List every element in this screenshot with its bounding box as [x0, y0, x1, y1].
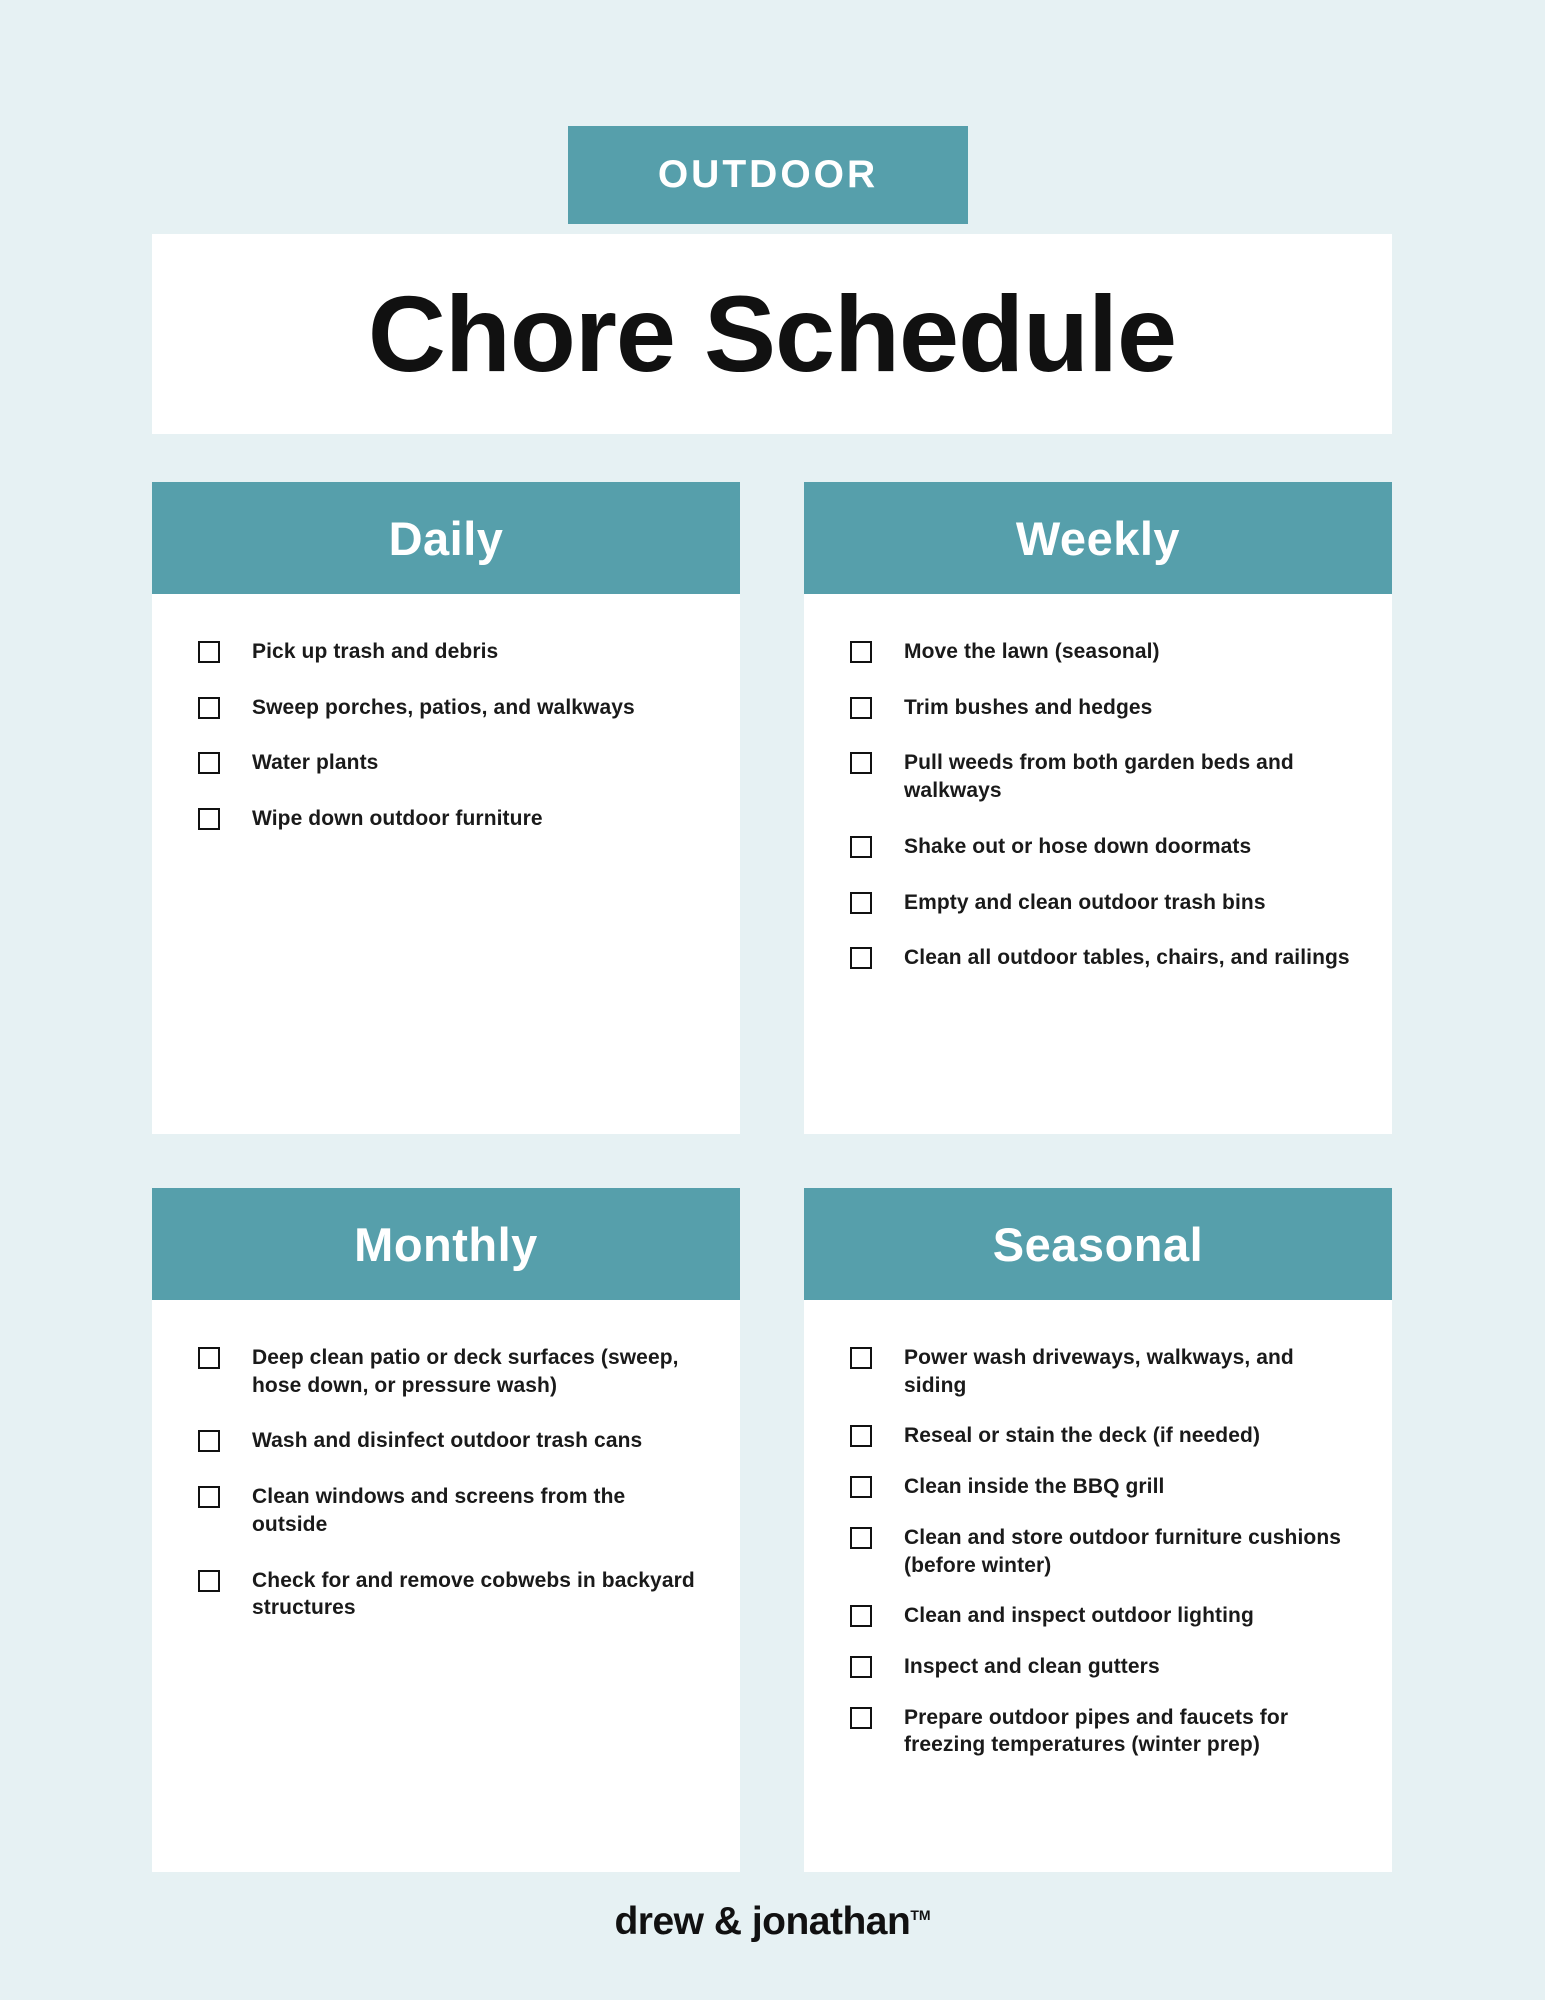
list-item-label: Wipe down outdoor furniture: [252, 807, 543, 831]
list-item-label: Trim bushes and hedges: [904, 695, 1153, 719]
list-item-label: Deep clean patio or deck surfaces (sweep, hose down, or pressure wash): [252, 1346, 679, 1397]
footer: [0, 1900, 1545, 1944]
list-item-label: Empty and clean outdoor trash bins: [904, 890, 1266, 914]
sections-row-bottom: [152, 1188, 1392, 1872]
list-item[interactable]: [850, 1473, 1352, 1501]
checkbox-icon[interactable]: [850, 1425, 872, 1447]
list-item-label: Sweep porches, patios, and walkways: [252, 695, 635, 719]
list-item-label: Pull weeds from both garden beds and walkways: [904, 751, 1294, 803]
list-item[interactable]: [850, 1422, 1352, 1450]
checkbox-icon[interactable]: [850, 1476, 872, 1498]
checkbox-icon[interactable]: [850, 697, 872, 719]
list-item[interactable]: [198, 694, 700, 722]
list-item-label: Reseal or stain the deck (if needed): [904, 1424, 1261, 1448]
checkbox-icon[interactable]: [198, 752, 220, 774]
section-body-daily: [152, 594, 740, 1134]
list-item-label: Power wash driveways, walkways, and siding: [904, 1346, 1294, 1397]
checkbox-icon[interactable]: [850, 892, 872, 914]
list-item-label: Wash and disinfect outdoor trash cans: [252, 1429, 643, 1453]
checkbox-icon[interactable]: [850, 1656, 872, 1678]
list-item[interactable]: [198, 1427, 700, 1455]
section-body-weekly: [804, 594, 1392, 1134]
list-item[interactable]: [850, 1344, 1352, 1399]
list-item-label: Clean all outdoor tables, chairs, and railings: [904, 946, 1350, 970]
section-header-monthly: [152, 1188, 740, 1300]
checkbox-icon[interactable]: [198, 1430, 220, 1452]
checkbox-icon[interactable]: [850, 947, 872, 969]
list-item-label: Check for and remove cobwebs in backyard structures: [252, 1568, 695, 1620]
list-item-label: Prepare outdoor pipes and faucets for freezing temperatures (winter prep): [904, 1705, 1289, 1757]
section-header-daily: [152, 482, 740, 594]
section-card-daily: [152, 482, 740, 1134]
list-item[interactable]: [850, 638, 1352, 666]
checkbox-icon[interactable]: [198, 1570, 220, 1592]
section-title-seasonal: Seasonal: [992, 1217, 1204, 1271]
checkbox-icon[interactable]: [198, 641, 220, 663]
category-label: OUTDOOR: [657, 153, 879, 196]
list-item[interactable]: [198, 638, 700, 666]
list-item-label: Inspect and clean gutters: [904, 1655, 1160, 1679]
section-body-monthly: [152, 1300, 740, 1872]
checkbox-icon[interactable]: [198, 697, 220, 719]
list-item-label: Clean and store outdoor furniture cushions (before winter): [904, 1525, 1342, 1577]
list-item-label: Move the lawn (seasonal): [904, 640, 1160, 663]
title-band: [152, 234, 1392, 434]
sections-row-top: [152, 482, 1392, 1134]
list-item[interactable]: [198, 1344, 700, 1399]
section-title-monthly: Monthly: [354, 1217, 538, 1271]
list-item[interactable]: [850, 1653, 1352, 1681]
section-body-seasonal: [804, 1300, 1392, 1872]
checkbox-icon[interactable]: [850, 752, 872, 774]
sections-grid: [152, 482, 1392, 1926]
list-item-label: Clean and inspect outdoor lighting: [904, 1604, 1254, 1628]
brand-logo: [614, 1900, 930, 1943]
list-item[interactable]: [850, 833, 1352, 861]
checkbox-icon[interactable]: [198, 808, 220, 830]
checkbox-icon[interactable]: [850, 1347, 872, 1369]
checkbox-icon[interactable]: [850, 836, 872, 858]
section-title-daily: Daily: [388, 511, 504, 565]
checkbox-icon[interactable]: [850, 1527, 872, 1549]
checkbox-icon[interactable]: [198, 1486, 220, 1508]
list-item-label: Water plants: [252, 751, 379, 775]
list-item[interactable]: [850, 694, 1352, 722]
list-item-label: Shake out or hose down doormats: [904, 834, 1252, 858]
list-item[interactable]: [850, 944, 1352, 972]
list-item-label: Clean inside the BBQ grill: [904, 1475, 1165, 1499]
checkbox-icon[interactable]: [850, 1605, 872, 1627]
section-title-weekly: Weekly: [1015, 511, 1181, 565]
section-card-weekly: [804, 482, 1392, 1134]
section-header-seasonal: [804, 1188, 1392, 1300]
list-item[interactable]: [850, 889, 1352, 917]
checkbox-icon[interactable]: [850, 1707, 872, 1729]
list-item-label: Pick up trash and debris: [252, 640, 499, 663]
section-card-monthly: [152, 1188, 740, 1872]
brand-name: drew & jonathan: [614, 1900, 911, 1943]
checkbox-icon[interactable]: [850, 641, 872, 663]
page-title: Chore Schedule: [367, 273, 1177, 394]
list-item[interactable]: [198, 805, 700, 833]
checkbox-icon[interactable]: [198, 1347, 220, 1369]
list-item[interactable]: [850, 1602, 1352, 1630]
list-item[interactable]: [198, 749, 700, 777]
list-item[interactable]: [198, 1567, 700, 1622]
list-item[interactable]: [850, 749, 1352, 804]
section-card-seasonal: [804, 1188, 1392, 1872]
list-item[interactable]: [198, 1483, 700, 1538]
list-item-label: Clean windows and screens from the outside: [252, 1485, 626, 1536]
list-item[interactable]: [850, 1704, 1352, 1759]
section-header-weekly: [804, 482, 1392, 594]
category-banner: [568, 126, 968, 224]
list-item[interactable]: [850, 1524, 1352, 1579]
trademark-mark: TM: [910, 1907, 931, 1923]
